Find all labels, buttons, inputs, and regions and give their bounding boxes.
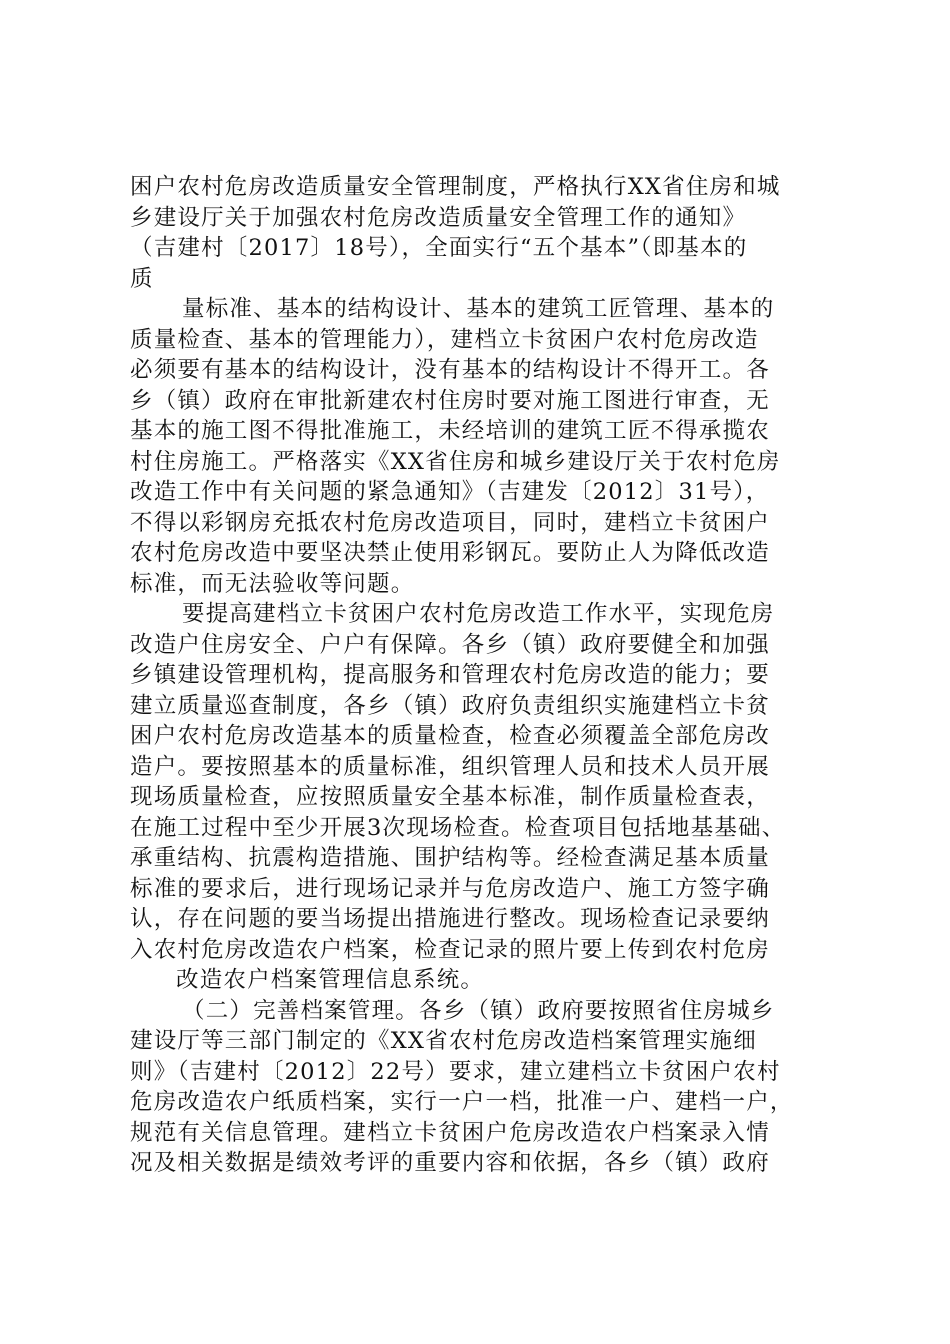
- text-line: 现场质量检查，应按照质量安全基本标准，制作质量检查表，: [130, 784, 770, 810]
- text-line: 改造工作中有关问题的紧急通知》（吉建发〔2012〕31号），: [130, 479, 770, 505]
- text-line: （吉建村〔2017〕18号），全面实行“五个基本”（即基本的: [130, 235, 748, 261]
- text-line: 村住房施工。严格落实《XX省住房和城乡建设厅关于农村危房: [130, 448, 781, 475]
- text-line: 建立质量巡查制度，各乡（镇）政府负责组织实施建档立卡贫: [130, 692, 770, 719]
- text-line: 必须要有基本的结构设计，没有基本的结构设计不得开工。各: [130, 357, 770, 383]
- text-line: 改造户住房安全、户户有保障。各乡（镇）政府要健全和加强: [130, 631, 770, 658]
- text-line: 农村危房改造中要坚决禁止使用彩钢瓦。要防止人为降低改造: [130, 540, 770, 566]
- text-line: 困户农村危房改造质量安全管理制度，严格执行XX省住房和城: [130, 174, 781, 200]
- text-line: 建设厅等三部门制定的《XX省农村危房改造档案管理实施细: [130, 1028, 757, 1054]
- document-body: [130, 172, 830, 1179]
- text-line: 质: [130, 265, 154, 292]
- text-line: 规范有关信息管理。建档立卡贫困户危房改造农户档案录入情: [130, 1119, 770, 1146]
- text-line: 在施工过程中至少开展3次现场检查。检查项目包括地基基础、: [130, 814, 786, 841]
- text-line: 乡（镇）政府在审批新建农村住房时要对施工图进行审查，无: [130, 387, 770, 414]
- text-line: 危房改造农户纸质档案，实行一户一档，批准一户、建档一户，: [130, 1089, 794, 1115]
- section-heading-line: （二）完善档案管理。各乡（镇）政府要按照省住房城乡: [182, 997, 775, 1024]
- paragraph-first-line: 要提高建档立卡贫困户农村危房改造工作水平，实现危房: [182, 601, 775, 627]
- text-line: 困户农村危房改造基本的质量检查，检查必须覆盖全部危房改: [130, 723, 770, 749]
- text-line: 乡镇建设管理机构，提高服务和管理农村危房改造的能力；要: [130, 662, 770, 688]
- text-line: 标准，而无法验收等问题。: [130, 570, 415, 597]
- text-line: 则》（吉建村〔2012〕22号）要求，建立建档立卡贫困户农村: [130, 1058, 781, 1085]
- text-line: 承重结构、抗震构造措施、围护结构等。经检查满足基本质量: [130, 845, 770, 871]
- text-line: 认，存在问题的要当场提出措施进行整改。现场检查记录要纳: [130, 906, 770, 932]
- paragraph-first-line: 量标准、基本的结构设计、基本的建筑工匠管理、基本的: [182, 296, 775, 322]
- text-line: 况及相关数据是绩效考评的重要内容和依据，各乡（镇）政府: [130, 1150, 770, 1176]
- text-line: 质量检查、基本的管理能力），建档立卡贫困户农村危房改造: [130, 326, 759, 353]
- text-line: 标准的要求后，进行现场记录并与危房改造户、施工方签字确: [130, 875, 770, 902]
- text-line: 入农村危房改造农户档案，检查记录的照片要上传到农村危房: [130, 936, 770, 963]
- text-line: 不得以彩钢房充抵农村危房改造项目，同时，建档立卡贫困户: [130, 509, 770, 536]
- text-line: 造户。要按照基本的质量标准，组织管理人员和技术人员开展: [130, 753, 770, 780]
- text-line: 基本的施工图不得批准施工，未经培训的建筑工匠不得承揽农: [130, 418, 770, 444]
- text-line: 乡建设厅关于加强农村危房改造质量安全管理工作的通知》: [130, 204, 747, 231]
- text-line: 改造农户档案管理信息系统。: [176, 967, 485, 993]
